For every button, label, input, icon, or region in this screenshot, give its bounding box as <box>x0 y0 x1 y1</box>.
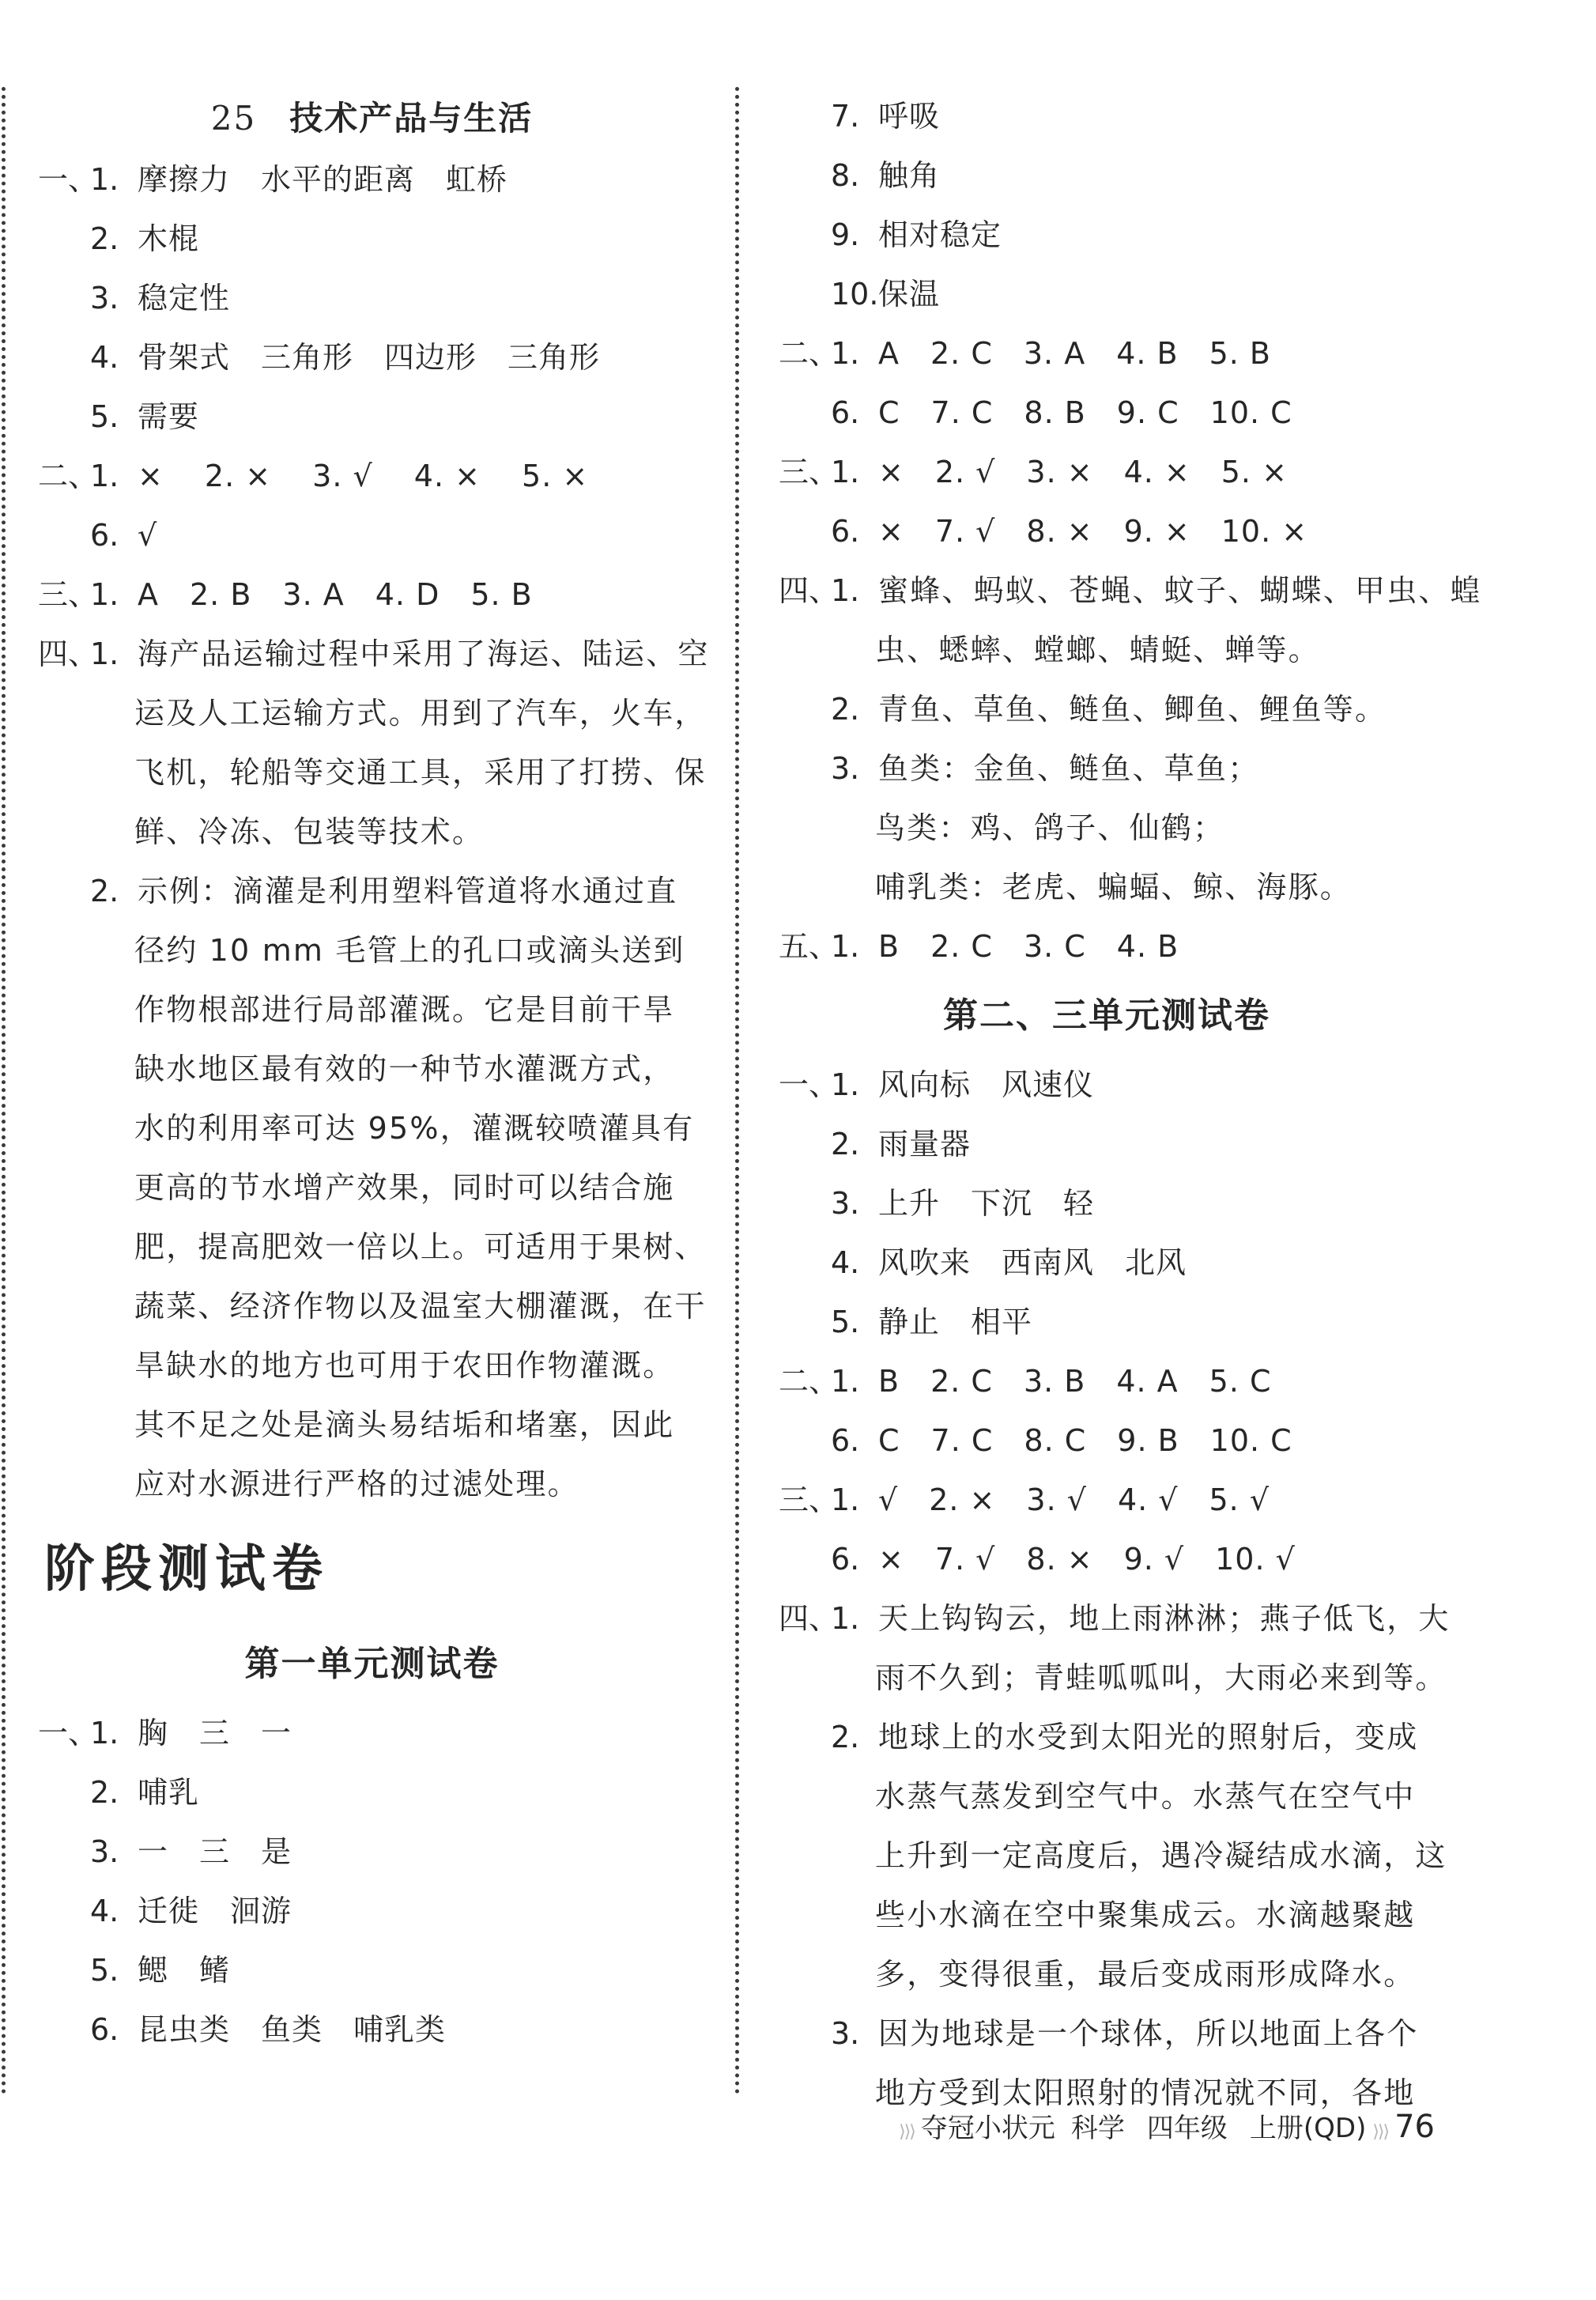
section-marker: 一、 <box>38 1716 99 1750</box>
unit1-question-4-2 <box>779 680 1435 739</box>
item-number: 1. <box>90 162 119 197</box>
answer-line <box>779 1886 1435 1945</box>
answer-line <box>779 1530 1435 1589</box>
answer-line <box>779 1767 1435 1826</box>
left-edge-dotted-line <box>2 87 6 2095</box>
item-number: 2. <box>831 692 860 727</box>
item-number: 4. <box>90 1894 119 1928</box>
answer-text: 迁徙 洄游 <box>138 1894 292 1928</box>
item-number: 1. <box>831 929 860 964</box>
answer-text: 海产品运输过程中采用了海运、陆运、空 <box>138 636 710 671</box>
item-number: 6. <box>831 1542 860 1577</box>
answer-line <box>779 1115 1435 1174</box>
answer-line <box>779 621 1435 680</box>
answer-line <box>38 2000 706 2060</box>
answer-text: 鲜、冷冻、包装等技术。 <box>134 814 485 849</box>
answer-line <box>779 1174 1435 1233</box>
answer-text: 相对稳定 <box>878 217 1002 252</box>
answer-line <box>779 383 1435 443</box>
answer-text: 鳃 鳍 <box>138 1953 231 1988</box>
answer-text: 些小水滴在空中聚集成云。水滴越聚越 <box>875 1898 1416 1932</box>
unit1-question-4-3 <box>779 739 1435 917</box>
answer-text: 稳定性 <box>138 281 231 315</box>
answer-line <box>38 1336 706 1395</box>
answer-text: 水蒸气蒸发到空气中。水蒸气在空气中 <box>875 1779 1416 1814</box>
s25-question-4-2 <box>38 862 706 1514</box>
answer-text: × 2. √ 3. × 4. × 5. × <box>878 455 1288 489</box>
item-number: 5. <box>90 399 119 434</box>
answer-text: √ <box>138 518 158 553</box>
answer-text: 哺乳类：老虎、蝙蝠、鲸、海豚。 <box>875 870 1353 905</box>
answer-line <box>779 146 1435 206</box>
right-column <box>779 87 1482 2123</box>
answer-text: 摩擦力 水平的距离 虹桥 <box>138 162 508 197</box>
page-number: 76 <box>1394 2109 1435 2145</box>
answer-text: 木棍 <box>138 221 200 256</box>
item-number: 10. <box>831 277 879 312</box>
section-marker: 一、 <box>38 162 99 197</box>
answer-text: 鱼类：金鱼、鲢鱼、草鱼； <box>878 751 1260 786</box>
answer-text: 需要 <box>138 399 200 434</box>
item-number: 25 <box>210 99 257 138</box>
answer-text: C 7. C 8. B 9. C 10. C <box>878 395 1292 430</box>
answer-text: 肥，提高肥效一倍以上。可适用于果树、 <box>134 1229 707 1264</box>
item-number: 4. <box>90 340 119 375</box>
page-footer <box>779 2099 1435 2155</box>
answer-line <box>779 206 1435 265</box>
section-marker: 四、 <box>779 573 840 608</box>
answer-line <box>38 1822 706 1882</box>
answer-text: 缺水地区最有效的一种节水灌溉方式， <box>134 1052 675 1086</box>
answer-text: 飞机，轮船等交通工具，采用了打捞、保 <box>134 755 707 790</box>
item-number: 3. <box>831 1186 860 1221</box>
item-number: 1. <box>90 636 119 671</box>
unit1-question-3 <box>779 443 1435 561</box>
item-number: 3. <box>831 751 860 786</box>
answer-line <box>38 625 710 684</box>
footer-right-arrows: ⟩⟩⟩ <box>1372 2122 1389 2142</box>
answer-line <box>779 502 1435 561</box>
item-number: 3. <box>90 1834 119 1869</box>
answer-line <box>38 210 706 269</box>
answer-text: 呼吸 <box>878 99 941 134</box>
unit23-question-2 <box>779 1352 1435 1471</box>
answer-line <box>38 387 706 447</box>
unit23-question-4-2 <box>779 1708 1447 2004</box>
unit1-question-2 <box>779 324 1435 443</box>
item-number: 2. <box>90 874 119 908</box>
answer-line <box>779 1826 1447 1886</box>
item-number: 6. <box>90 518 119 553</box>
unit23-question-1 <box>779 1056 1435 1352</box>
column-divider-dotted-line <box>735 87 739 2095</box>
section-marker: 二、 <box>779 1364 840 1399</box>
item-number: 1. <box>831 1067 860 1102</box>
item-number: 3. <box>90 281 119 315</box>
answer-line <box>38 1040 706 1099</box>
answer-line <box>779 1649 1447 1708</box>
answer-line <box>38 1395 706 1455</box>
answer-text: 一 三 是 <box>138 1834 292 1869</box>
answer-text: 青鱼、草鱼、鲢鱼、鲫鱼、鲤鱼等。 <box>878 692 1387 727</box>
answer-text: 昆虫类 鱼类 哺乳类 <box>138 2012 447 2047</box>
item-number: 2. <box>831 1127 860 1161</box>
answer-text: 地球上的水受到太阳光的照射后，变成 <box>878 1720 1419 1754</box>
answer-text: 静止 相平 <box>878 1305 1033 1339</box>
answer-text: 运及人工运输方式。用到了汽车，火车， <box>134 696 707 731</box>
unit23-test-title: 第二、三单元测试卷 <box>943 995 1270 1036</box>
answer-line <box>779 1411 1435 1471</box>
footer-brand: 夺冠小状元 <box>920 2113 1055 2144</box>
answer-line <box>38 803 706 862</box>
unit23-question-3 <box>779 1471 1435 1589</box>
section-marker: 一、 <box>779 1067 840 1102</box>
item-number: 3. <box>831 2016 860 2051</box>
item-number: 6. <box>831 1423 860 1458</box>
answer-text: 鸟类：鸡、鸽子、仙鹤； <box>875 810 1225 845</box>
answer-text: 上升到一定高度后，遇冷凝结成水滴，这 <box>875 1838 1447 1873</box>
footer-grade: 四年级 <box>1146 2113 1228 2144</box>
item-number: 1. <box>90 577 119 612</box>
unit1-question-5 <box>779 917 1435 976</box>
section-marker: 二、 <box>38 459 99 493</box>
answer-text: 雨量器 <box>878 1127 972 1161</box>
answer-line <box>38 1218 706 1277</box>
item-number: 5. <box>90 1953 119 1988</box>
s25-question-3 <box>38 565 706 625</box>
answer-line <box>38 1455 706 1514</box>
answer-text: 骨架式 三角形 四边形 三角形 <box>138 340 601 375</box>
answer-text: 哺乳 <box>138 1775 200 1810</box>
answer-text: 地方受到太阳照射的情况就不同，各地 <box>875 2075 1416 2110</box>
answer-text: A 2. B 3. A 4. D 5. B <box>138 577 533 612</box>
answer-line <box>38 921 706 980</box>
answer-line <box>38 506 706 565</box>
unit1-question-1-continued <box>779 87 1435 324</box>
item-number: 6. <box>831 395 860 430</box>
answer-text: B 2. C 3. C 4. B <box>878 929 1179 964</box>
item-number: 1. <box>831 336 860 371</box>
answer-line <box>779 324 1435 383</box>
section-marker: 四、 <box>779 1601 840 1636</box>
answer-line <box>38 1882 706 1941</box>
answer-text: 风吹来 西南风 北风 <box>878 1245 1187 1280</box>
answer-line <box>38 1763 706 1822</box>
item-number: 2. <box>90 221 119 256</box>
answer-line <box>38 150 706 210</box>
answer-line <box>38 328 706 387</box>
answer-text: 触角 <box>878 158 941 193</box>
item-number: 7. <box>831 99 860 134</box>
answer-text: √ 2. × 3. √ 4. √ 5. √ <box>878 1482 1270 1517</box>
answer-text: 示例：滴灌是利用塑料管道将水通过直 <box>138 874 678 908</box>
item-number: 8. <box>831 158 860 193</box>
answer-text: 蔬菜、经济作物以及温室大棚灌溉，在干 <box>134 1289 707 1324</box>
left-column <box>38 87 710 2060</box>
answer-text: × 2. × 3. √ 4. × 5. × <box>138 459 589 493</box>
answer-line <box>38 1158 706 1218</box>
answer-line <box>38 565 706 625</box>
answer-line <box>38 862 706 921</box>
item-number: 1. <box>831 455 860 489</box>
answer-line <box>779 1708 1435 1767</box>
answer-line <box>779 1471 1435 1530</box>
answer-line <box>779 799 1435 858</box>
item-number: 1. <box>90 1716 119 1750</box>
answer-text: C 7. C 8. C 9. B 10. C <box>878 1423 1292 1458</box>
answer-text: 其不足之处是滴头易结垢和堵塞，因此 <box>134 1407 675 1442</box>
unit1-test-title: 第一单元测试卷 <box>244 1644 500 1684</box>
answer-line <box>38 743 706 803</box>
item-number: 2. <box>90 1775 119 1810</box>
item-number: 4. <box>831 1245 860 1280</box>
item-number: 1. <box>831 1364 860 1399</box>
answer-line <box>779 1056 1435 1115</box>
answer-line <box>38 980 706 1040</box>
section-marker: 三、 <box>779 455 840 489</box>
answer-line <box>779 1352 1435 1411</box>
answer-line <box>779 265 1435 324</box>
answer-text: 天上钩钩云，地上雨淋淋；燕子低飞，大 <box>878 1601 1451 1636</box>
answer-text: 胸 三 一 <box>138 1716 292 1750</box>
section-marker: 五、 <box>779 929 840 964</box>
section-title-25: 25 技术产品与生活 <box>210 99 534 138</box>
footer-volume: 上册(QD) <box>1249 2113 1367 2144</box>
answer-text: 保温 <box>878 277 941 312</box>
s25-question-4-1 <box>38 625 710 862</box>
unit1-question-4-1 <box>779 561 1482 680</box>
section-marker: 三、 <box>779 1482 840 1517</box>
answer-line <box>779 1293 1435 1352</box>
answer-line <box>779 2004 1435 2064</box>
answer-text: × 7. √ 8. × 9. √ 10. √ <box>878 1542 1296 1577</box>
answer-line <box>38 269 706 328</box>
answer-line <box>779 87 1435 146</box>
item-number: 2. <box>831 1720 860 1754</box>
answer-text: 旱缺水的地方也可用于农田作物灌溉。 <box>134 1348 675 1383</box>
answer-text: A 2. C 3. A 4. B 5. B <box>878 336 1272 371</box>
item-number: 1. <box>831 1601 860 1636</box>
answer-text: 多，变得很重，最后变成雨形成降水。 <box>875 1957 1416 1992</box>
answer-text: 风向标 风速仪 <box>878 1067 1095 1102</box>
footer-subject: 科学 <box>1070 2113 1125 2144</box>
item-number: 6. <box>90 2012 119 2047</box>
answer-text: 雨不久到；青蛙呱呱叫，大雨必来到等。 <box>875 1660 1447 1695</box>
answer-text: 水的利用率可达 95%，灌溉较喷灌具有 <box>134 1111 695 1146</box>
answer-text: 上升 下沉 轻 <box>878 1186 1095 1221</box>
answer-line <box>779 1945 1435 2004</box>
answer-line <box>779 1589 1451 1649</box>
answer-line <box>779 561 1482 621</box>
answer-line <box>779 917 1435 976</box>
answer-line <box>779 739 1435 799</box>
answer-line <box>779 443 1435 502</box>
s25-question-1 <box>38 150 706 447</box>
answer-line <box>38 684 706 743</box>
section-marker: 三、 <box>38 577 99 612</box>
item-number: 6. <box>831 514 860 549</box>
answer-line <box>38 447 706 506</box>
unit23-question-4-1 <box>779 1589 1451 1708</box>
answer-line <box>38 1099 706 1158</box>
item-number: 1. <box>831 1482 860 1517</box>
answer-text: 虫、蟋蟀、螳螂、蜻蜓、蝉等。 <box>875 633 1320 667</box>
answer-text: 径约 10 mm 毛管上的孔口或滴头送到 <box>134 933 685 968</box>
answer-text: 因为地球是一个球体，所以地面上各个 <box>878 2016 1419 2051</box>
item-number: 1. <box>831 573 860 608</box>
answer-line <box>38 1277 706 1336</box>
answer-text: 应对水源进行严格的过滤处理。 <box>134 1467 579 1501</box>
footer-left-arrows: ⟩⟩⟩ <box>899 2122 915 2142</box>
answer-line <box>38 1941 706 2000</box>
answer-line <box>779 1233 1435 1293</box>
answer-text: 蜜蜂、蚂蚁、苍蝇、蚊子、蝴蝶、甲虫、蝗 <box>878 573 1482 608</box>
item-number: 9. <box>831 217 860 252</box>
answer-line <box>779 858 1435 917</box>
answer-line <box>38 1704 706 1763</box>
stage-test-title: 阶段测试卷 <box>44 1540 329 1599</box>
answer-line <box>779 680 1435 739</box>
section-marker: 二、 <box>779 336 840 371</box>
section-marker: 四、 <box>38 636 99 671</box>
item-number: 1. <box>90 459 119 493</box>
answer-text: × 7. √ 8. × 9. × 10. × <box>878 514 1308 549</box>
item-number: 5. <box>831 1305 860 1339</box>
answer-text: 作物根部进行局部灌溉。它是目前干旱 <box>134 992 675 1027</box>
s25-question-2 <box>38 447 706 565</box>
unit1-question-1 <box>38 1704 706 2060</box>
answer-text: 更高的节水增产效果，同时可以结合施 <box>134 1170 675 1205</box>
answer-text: B 2. C 3. B 4. A 5. C <box>878 1364 1272 1399</box>
